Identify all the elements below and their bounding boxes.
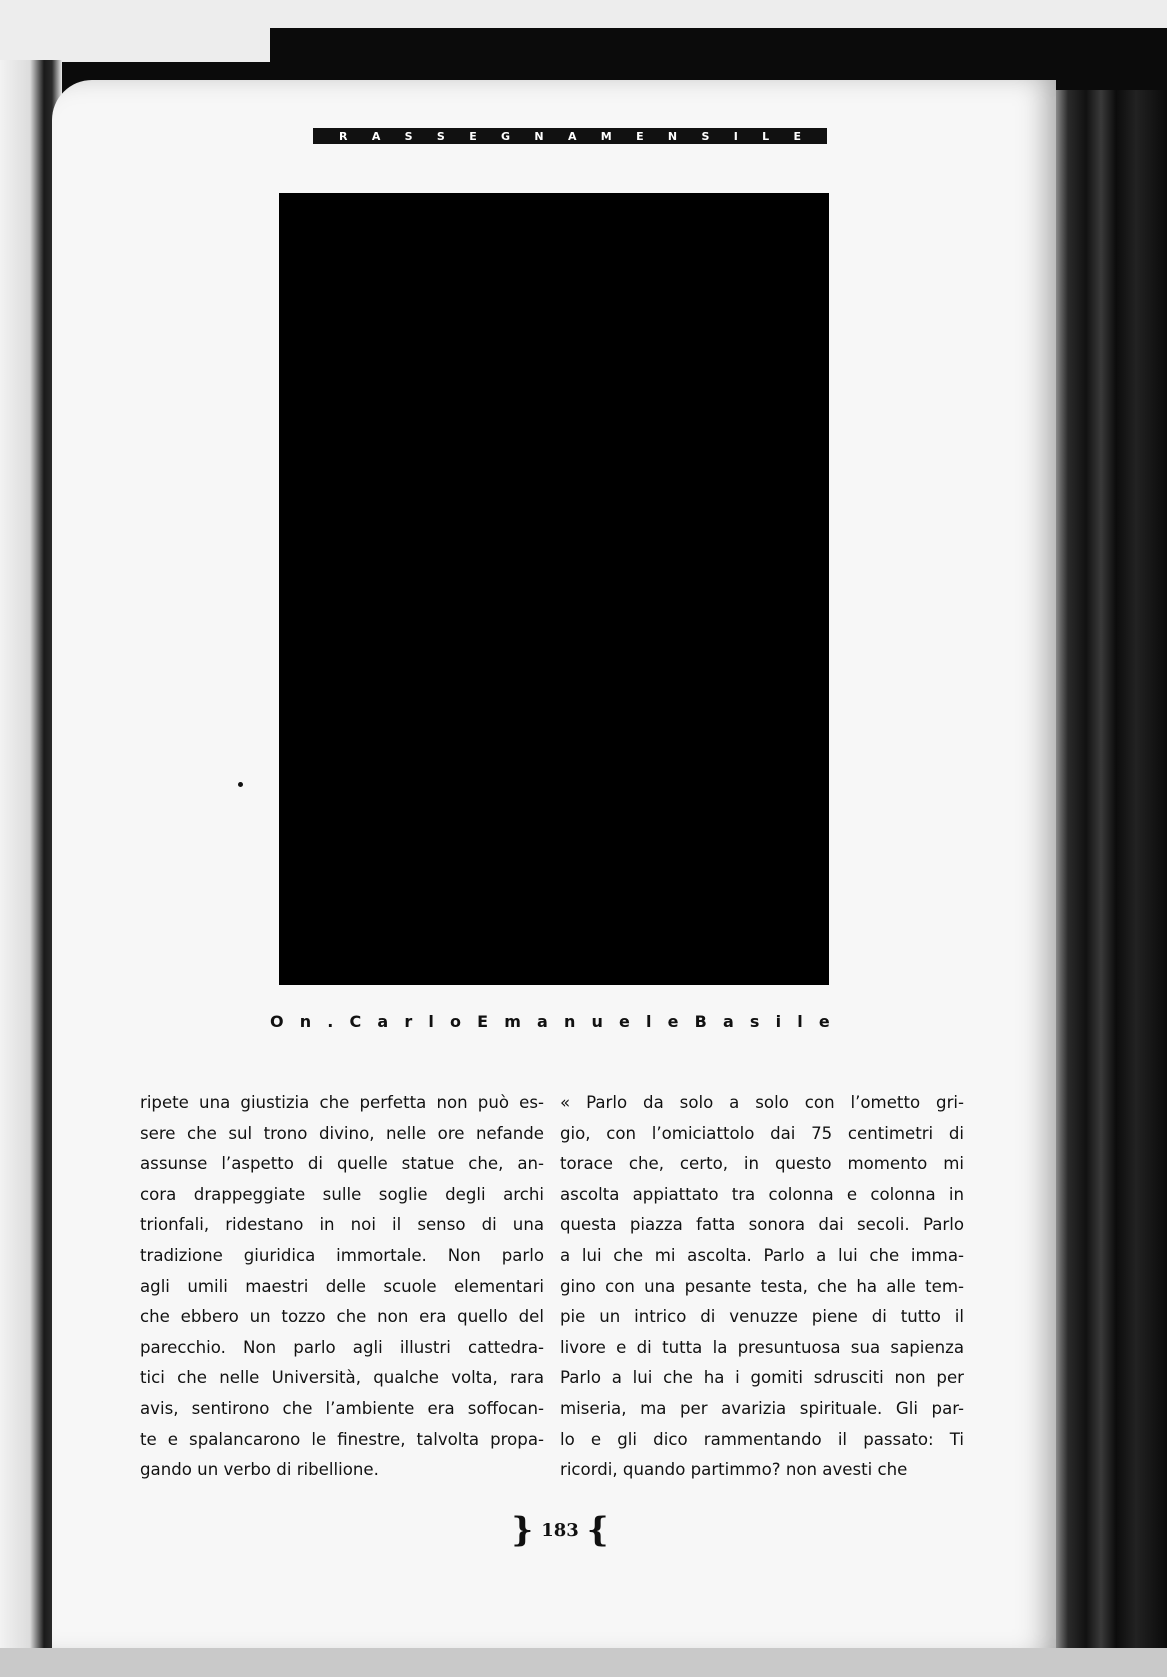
caption-letter: C (349, 1011, 362, 1031)
photo-caption (270, 1006, 830, 1036)
text-line: sere che sul trono divino, nelle ore nefande (140, 1123, 544, 1143)
portrait-photograph (279, 193, 829, 985)
caption-letter: e (667, 1011, 679, 1031)
text-line: che ebbero un tozzo che non era quello del (140, 1307, 544, 1327)
page-folio (500, 1510, 620, 1550)
caption-letter: s (749, 1011, 760, 1031)
text-line: torace che, certo, in questo momento mi (560, 1154, 964, 1174)
text-column-right (560, 1088, 964, 1486)
caption-letter: E (477, 1011, 489, 1031)
text-line: lo e gli dico rammentando il passato: Ti (560, 1429, 964, 1449)
text-line: miseria, ma per avarizia spirituale. Gli par- (560, 1398, 964, 1418)
folio-ornament-left: } (511, 1510, 534, 1550)
scan-border-bottom (0, 1648, 1167, 1677)
text-line: gio, con l’omiciattolo dai 75 centimetri di (560, 1123, 964, 1143)
running-header-letter: N (534, 129, 544, 143)
running-header (313, 128, 827, 144)
text-line: gando un verbo di ribellione. (140, 1460, 379, 1480)
page-number: 183 (541, 1519, 579, 1541)
caption-letter: B (694, 1011, 707, 1031)
text-line: trionfali, ridestano in noi il senso di una (140, 1215, 544, 1235)
running-header-letter: R (339, 129, 348, 143)
text-line: Parlo a lui che ha i gomiti sdrusciti non per (560, 1368, 964, 1388)
running-header-letter: A (567, 129, 577, 143)
running-header-letter: N (667, 129, 678, 143)
running-header-letter: A (371, 129, 381, 143)
text-line: gino con una pesante testa, che ha alle tem- (560, 1276, 964, 1296)
running-header-letter: M (600, 129, 612, 143)
caption-letter: a (537, 1011, 548, 1031)
caption-letter: l (797, 1011, 803, 1031)
text-line: parecchio. Non parlo agli illustri cattedra- (140, 1337, 544, 1357)
text-line: pie un intrico di venuzze piene di tutto il (560, 1307, 964, 1327)
caption-letter: e (619, 1011, 630, 1031)
running-header-letter: S (404, 129, 413, 143)
running-header-letter: S (436, 129, 445, 143)
text-line: questa piazza fatta sonora dai secoli. Parlo (560, 1215, 964, 1235)
running-header-letter: I (733, 129, 738, 143)
caption-letter: a (722, 1011, 734, 1031)
running-header-letter: S (701, 129, 710, 143)
text-line: agli umili maestri delle scuole elementari (140, 1276, 544, 1296)
text-line: tradizione giuridica immortale. Non parlo (140, 1245, 544, 1265)
text-line: livore e di tutta la presuntuosa sua sapienza (560, 1337, 964, 1357)
caption-letter: m (504, 1011, 521, 1031)
running-header-letter: L (762, 129, 770, 143)
text-line: ascolta appiattato tra colonna e colonna in (560, 1184, 964, 1204)
caption-letter: n (563, 1011, 576, 1031)
caption-letter: l (646, 1011, 652, 1031)
caption-letter: e (818, 1011, 830, 1031)
text-line: ricordi, quando partimmo? non avesti che (560, 1460, 908, 1480)
caption-letter: o (449, 1011, 461, 1031)
scan-speck (238, 782, 243, 787)
running-header-letter: E (793, 129, 801, 143)
caption-letter: a (377, 1011, 389, 1031)
text-line: « Parlo da solo a solo con l’ometto gri- (560, 1093, 964, 1112)
text-column-left (140, 1088, 544, 1486)
caption-letter: . (327, 1011, 334, 1031)
text-line: te e spalancarono le finestre, talvolta propa- (140, 1429, 544, 1449)
text-line: tici che nelle Università, qualche volta, rara (140, 1368, 544, 1388)
book-spine-shadow (1046, 90, 1167, 1660)
folio-ornament-right: { (586, 1510, 609, 1550)
text-line: a lui che mi ascolta. Parlo a lui che imma- (560, 1245, 964, 1265)
caption-letter: u (591, 1011, 603, 1031)
caption-letter: r (404, 1011, 413, 1031)
caption-letter: i (775, 1011, 782, 1031)
running-header-letter: G (501, 129, 511, 143)
caption-letter: n (299, 1011, 312, 1031)
text-line: avis, sentirono che l’ambiente era soffocan- (140, 1398, 544, 1418)
text-line: cora drappeggiate sulle soglie degli archi (140, 1184, 544, 1204)
caption-letter: O (270, 1011, 284, 1031)
text-line: ripete una giustizia che perfetta non può es- (140, 1093, 544, 1112)
text-line: assunse l’aspetto di quelle statue che, an- (140, 1154, 544, 1174)
running-header-letter: E (469, 129, 477, 143)
caption-letter: l (428, 1011, 434, 1031)
running-header-letter: E (636, 129, 644, 143)
